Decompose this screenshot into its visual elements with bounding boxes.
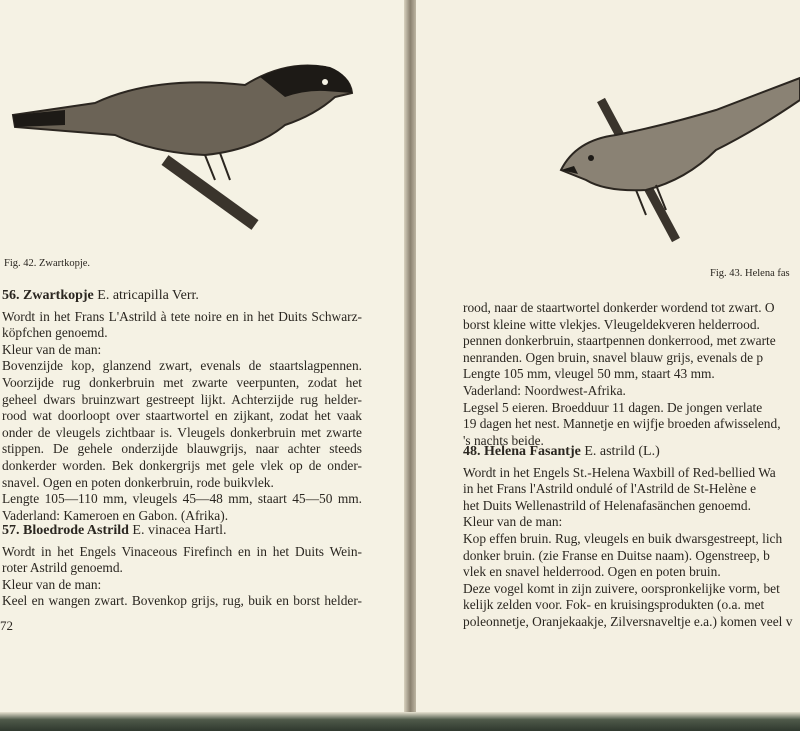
text-line: Kleur van de man:: [463, 514, 563, 530]
entry-heading: 56. Zwartkopje E. atricapilla Verr.: [2, 288, 199, 303]
entry-continuation: [463, 300, 781, 449]
text-line: 's nachts beide.: [463, 432, 544, 448]
text-line: Wordt in het Engels St.-Helena Waxbill of Red-bellied Wa: [463, 464, 776, 480]
text-line: donkerder worden. Bek donkergrijs met gele vlek op de onder-: [2, 457, 362, 473]
text-line: Lengte 105 mm, vleugel 50 mm, staart 43 mm.: [463, 366, 715, 382]
text-line: roter Astrild genoemd.: [2, 560, 123, 576]
text-line: Kleur van de man:: [2, 576, 102, 592]
text-line: in het Frans l'Astrild ondulé of l'Astrild de St-Helène e: [463, 481, 757, 497]
figure-caption-42: Fig. 42. Zwartkopje.: [4, 258, 91, 269]
book-bottom-edge: [0, 712, 800, 731]
text-line: Vaderland: Kameroen en Gabon. (Afrika).: [2, 507, 229, 523]
text-line: Bovenzijde kop, glanzend zwart, evenals de staartslagpennen.: [2, 358, 362, 374]
text-line: Wordt in het Engels Vinaceous Firefinch en in het Duits Wein-: [2, 543, 362, 559]
text-line: Legsel 5 eieren. Broedduur 11 dagen. De jongen verlate: [463, 399, 763, 415]
text-line: Kop effen bruin. Rug, vleugels en buik dwarsgestreept, lich: [463, 530, 783, 546]
text-line: Vaderland: Noordwest-Afrika.: [463, 382, 626, 398]
helena-fasantje-illustration: [556, 70, 800, 260]
text-line: Keel en wangen zwart. Bovenkop grijs, rug, buik en borst helder-: [2, 593, 362, 609]
zwartkopje-illustration: [5, 55, 365, 235]
entry-48: [463, 444, 792, 631]
text-line: Kleur van de man:: [2, 341, 102, 357]
text-line: Voorzijde rug donkerbruin met zwarte veerpunten, zodat het: [2, 374, 362, 390]
text-line: Wordt in het Frans L'Astrild à tete noire en in het Duits Schwarz-: [2, 308, 362, 324]
entry-57: [2, 523, 362, 610]
text-line: 19 dagen het nest. Mannetje en wijfje broeden afwisselend,: [463, 416, 781, 432]
text-line: köpfchen genoemd.: [2, 325, 108, 341]
entry-56: [2, 288, 362, 524]
text-line: rood, naar de staartwortel donkerder wordend tot zwart. O: [463, 300, 775, 315]
entry-heading: 48. Helena Fasantje E. astrild (L.): [463, 444, 660, 459]
page-number: 72: [0, 618, 13, 633]
text-line: nenranden. Ogen bruin, snavel blauw grijs, evenals de p: [463, 349, 764, 365]
text-line: donker bruin. (zie Franse en Duitse naam). Ogenstreep, b: [463, 547, 770, 563]
text-line: geheel dwars bruinzwart gestreept lijkt. Achterzijde rug helder-: [2, 391, 362, 407]
text-line: poleonnetje, Oranjekaakje, Zilversnaveltje e.a.) komen veel v: [463, 613, 793, 629]
figure-caption-43: Fig. 43. Helena fas: [710, 268, 790, 279]
text-line: onder de vleugels zichtbaar is. Vleugels donkerbruin met zwarte: [2, 424, 362, 440]
text-line: Deze vogel komt in zijn zuivere, oorspronkelijke vorm, bet: [463, 580, 780, 596]
text-line: borst kleine witte vlekjes. Vleugeldekveren helderrood.: [463, 316, 760, 332]
entry-heading: 57. Bloedrode Astrild E. vinacea Hartl.: [2, 523, 227, 538]
text-line: pennen donkerbruin, staartpennen donkerrood, met zwarte: [463, 333, 776, 349]
text-line: het Duits Wellenastrild of Helenafasänchen genoemd.: [463, 497, 751, 513]
text-line: rood wat doorloopt over staartwortel en zijkant, zodat het vaak: [2, 408, 362, 424]
text-line: snavel. Ogen en poten donkerbruin, rode buikvlek.: [2, 474, 274, 490]
text-line: stippen. De gehele onderzijde blauwgrijs, naar achter steeds: [2, 441, 362, 457]
text-line: kelijk zelden voor. Fok- en kruisingsprodukten (o.a. met: [463, 597, 765, 613]
text-line: vlek en snavel helderrood. Ogen en poten bruin.: [463, 564, 721, 580]
right-page: [416, 0, 800, 731]
text-line: Lengte 105—110 mm, vleugels 45—48 mm, staart 45—50 mm.: [2, 491, 362, 507]
